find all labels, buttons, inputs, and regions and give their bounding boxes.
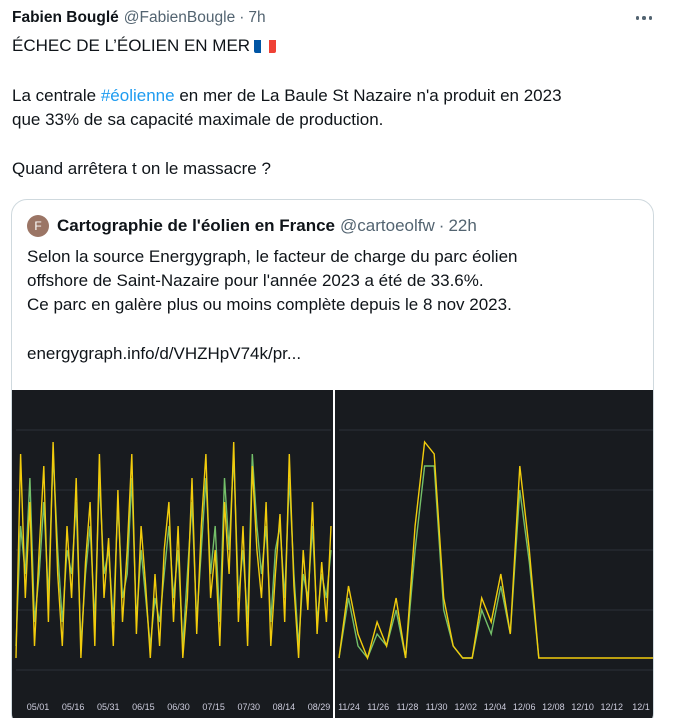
x-tick-label: 12/08 <box>542 702 565 712</box>
series-line-green <box>339 466 539 658</box>
tweet-line-1 <box>12 34 276 58</box>
x-tick-label: 05/31 <box>96 702 120 712</box>
x-tick-label: 06/15 <box>132 702 155 712</box>
tweet-headline: ÉCHEC DE L’ÉOLIEN EN MER <box>12 36 251 55</box>
tweet-line-2 <box>12 84 562 108</box>
tweet-line-3: que 33% de sa capacité maximale de production. <box>12 110 384 129</box>
quoted-link[interactable]: energygraph.info/d/VHZHpV74k/pr... <box>27 344 302 363</box>
more-options-icon[interactable] <box>630 6 658 30</box>
quoted-author-name[interactable]: Cartographie de l'éolien en France <box>57 216 336 235</box>
separator-dot: · <box>438 216 445 235</box>
quoted-text-line: Ce parc en galère plus ou moins complète depuis le 8 nov 2023. <box>27 295 512 314</box>
quoted-tweet-header <box>27 214 477 238</box>
x-tick-label: 12/02 <box>454 702 478 712</box>
tweet-time[interactable]: 7h <box>248 9 266 26</box>
quoted-text-line: offshore de Saint-Nazaire pour l'année 2023 a été de 33.6%. <box>27 271 484 290</box>
avatar[interactable]: F <box>27 215 49 237</box>
x-tick-label: 12/06 <box>512 702 536 712</box>
x-tick-label: 11/24 <box>338 702 360 712</box>
author-name[interactable]: Fabien Bouglé <box>12 9 119 26</box>
x-tick-label: 11/28 <box>396 702 419 712</box>
x-tick-label: 11/30 <box>425 702 448 712</box>
x-tick-label: 07/15 <box>202 702 225 712</box>
x-tick-label: 12/1 <box>632 702 650 712</box>
chart-image[interactable] <box>12 390 654 718</box>
x-tick-label: 12/04 <box>483 702 507 712</box>
x-tick-label: 12/10 <box>571 702 594 712</box>
x-tick-label: 07/30 <box>237 702 261 712</box>
tweet-header <box>12 6 266 30</box>
separator-dot: · <box>239 9 245 26</box>
chart-right <box>335 390 654 718</box>
france-flag-icon <box>254 38 276 53</box>
quoted-text-line: Selon la source Energygraph, le facteur de charge du parc éolien <box>27 247 518 266</box>
x-tick-label: 05/16 <box>61 702 85 712</box>
tweet-text-segment: en mer de La Baule St Nazaire n'a produit en 2023 <box>174 86 562 105</box>
x-tick-label: 06/30 <box>167 702 190 712</box>
quoted-tweet-time[interactable]: 22h <box>448 216 477 235</box>
x-tick-label: 12/12 <box>600 702 624 712</box>
x-tick-label: 11/26 <box>367 702 390 712</box>
tweet-line-4: Quand arrêtera t on le massacre ? <box>12 159 271 178</box>
x-tick-label: 08/14 <box>272 702 296 712</box>
chart-left <box>12 390 333 718</box>
quoted-author-handle[interactable]: @cartoeolfw <box>340 216 435 235</box>
x-tick-label: 05/01 <box>26 702 50 712</box>
hashtag-link[interactable]: #éolienne <box>100 86 175 105</box>
quoted-tweet[interactable] <box>11 199 654 718</box>
author-handle[interactable]: @FabienBougle <box>123 9 236 26</box>
x-tick-label: 08/29 <box>307 702 331 712</box>
tweet-text-segment: La centrale <box>12 86 101 105</box>
